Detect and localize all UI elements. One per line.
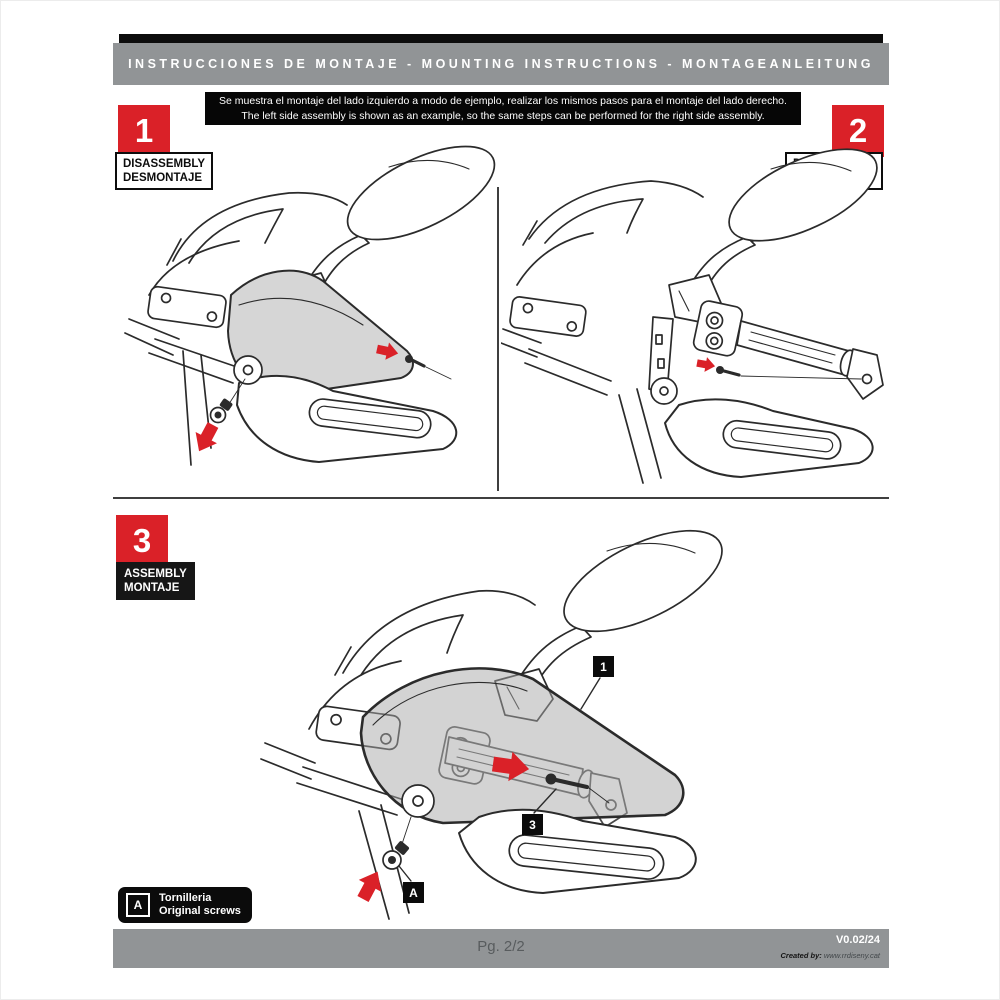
panel-divider-vertical (497, 187, 499, 491)
page-title: INSTRUCCIONES DE MONTAJE - MOUNTING INSTRUCTIONS - MONTAGEANLEITUNG (128, 57, 874, 71)
page-number: Pg. 2/2 (477, 938, 525, 955)
callout-original-screw: A (403, 882, 424, 903)
notice-banner (205, 92, 801, 125)
step-3-label (116, 562, 195, 600)
credit-label: Created by: (780, 951, 822, 960)
legend-text (159, 892, 241, 918)
remove-screw-arrow-down (188, 419, 223, 457)
brake-reservoir (147, 286, 227, 328)
diagram-step-1-disassembly (121, 143, 501, 488)
diagram-step-2-disassembly (501, 143, 891, 488)
fairing-lines (517, 181, 703, 285)
callout-handguard-part: 1 (593, 656, 614, 677)
switchgear (692, 300, 743, 358)
mirror (687, 143, 890, 299)
version-label: V0.02/24 (835, 934, 880, 946)
legend-line1: Tornilleria (159, 892, 212, 904)
mirror (303, 143, 501, 297)
top-black-strip (119, 34, 883, 43)
step-3-number: 3 (116, 515, 168, 567)
legend-original-screws (118, 887, 252, 923)
legend-key-badge: A (126, 893, 150, 917)
step-2-number: 2 (832, 105, 884, 157)
guard-bracket (847, 349, 883, 399)
notice-line-es: Se muestra el montaje del lado izquierdo a modo de ejemplo, realizar los mismos pasos para el montaje del lado derecho. (219, 94, 787, 107)
handlebar-lines (501, 329, 661, 483)
step-3-label-line1: ASSEMBLY (124, 568, 187, 580)
handguard-base (651, 378, 873, 477)
header-bar (113, 43, 889, 85)
credit-line (781, 951, 881, 960)
footer-bar (113, 929, 889, 968)
callout-mounting-screw: 3 (522, 814, 543, 835)
remove-screw-arrow (696, 356, 717, 374)
mirror (515, 521, 737, 693)
step-1-label-line2: DESMONTAJE (123, 172, 203, 184)
original-screw (383, 817, 411, 869)
handlebar-lines (125, 319, 237, 465)
step-1-number: 1 (118, 105, 170, 157)
legend-line2: Original screws (159, 905, 241, 917)
diagram-step-3-assembly (251, 521, 741, 921)
step-3-label-line2: MONTAJE (124, 582, 180, 594)
notice-line-en: The left side assembly is shown as an example, so the same steps can be performed for the right side assembly. (241, 109, 765, 122)
brake-reservoir (509, 296, 587, 337)
section-divider-horizontal (113, 497, 889, 499)
handlebar-grip (737, 321, 858, 377)
credit-url: www.rrdiseny.cat (823, 951, 880, 960)
step-1-label-line1: DISASSEMBLY (123, 158, 206, 170)
